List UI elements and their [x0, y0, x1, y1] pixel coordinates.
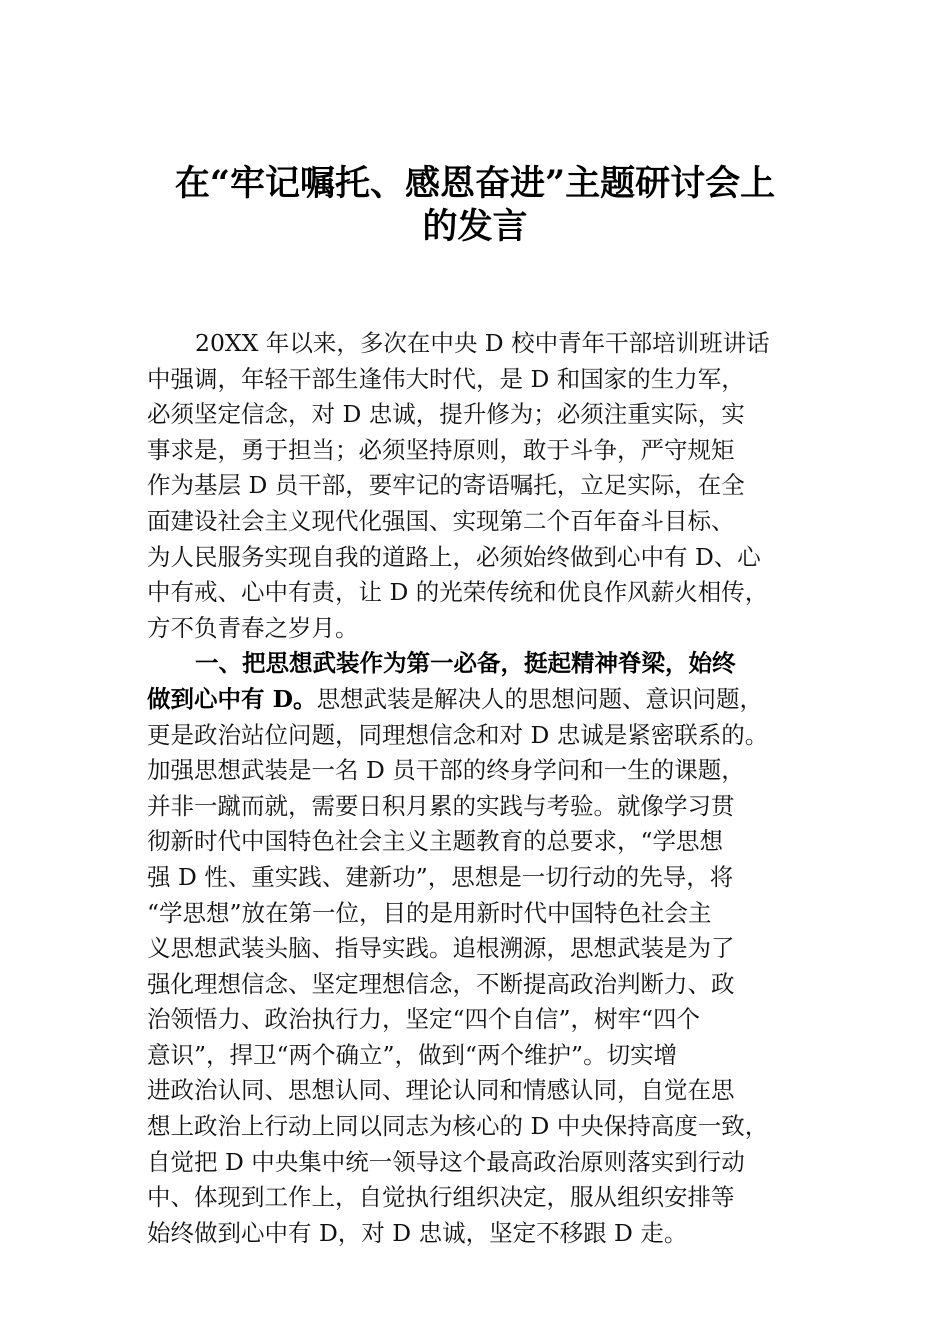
document-title-line-1: 在“牢记嘱托、感恩奋进”主题研讨会上	[174, 163, 776, 204]
paragraph-line: 彻新时代中国特色社会主义主题教育的总要求，“学思想	[147, 827, 724, 856]
paragraph-line: 强 D 性、重实践、建新功”，思想是一切行动的先导，将	[147, 862, 734, 891]
paragraph-line: 强化理想信念、坚定理想信念，不断提高政治判断力、政	[147, 969, 735, 998]
document-title-line-2: 的发言	[422, 206, 528, 247]
paragraph-line: 意识”，捍卫“两个确立”，做到“两个维护”。切实增	[147, 1040, 678, 1069]
paragraph-line: 必须坚定信念，对 D 忠诚，提升修为；必须注重实际，实	[147, 400, 745, 429]
paragraph-line: 并非一蹴而就，需要日积月累的实践与考验。就像学习贯	[147, 791, 735, 820]
paragraph-line: 中有戒、心中有责，让 D 的光荣传统和优良作风薪火相传，	[147, 578, 769, 607]
paragraph-line	[147, 682, 822, 718]
paragraph-line: 进政治认同、思想认同、理论认同和情感认同，自觉在思	[147, 1076, 735, 1105]
section-1-text: 思想武装是解决人的思想问题、意识问题，	[316, 684, 764, 713]
paragraph-line: 20XX 年以来，多次在中央 D 校中青年干部培训班讲话	[195, 329, 770, 357]
section-1-paragraph	[147, 646, 822, 1251]
section-1-heading-end: 做到心中有 D。	[147, 684, 317, 713]
paragraph-line: 想上政治上行动上同以同志为核心的 D 中央保持高度一致，	[147, 1112, 769, 1141]
paragraph-line: 始终做到心中有 D，对 D 忠诚，坚定不移跟 D 走。	[147, 1218, 688, 1247]
paragraph-line: 作为基层 D 员干部，要牢记的寄语嘱托，立足实际，在全	[147, 471, 745, 500]
paragraph-line: 中、体现到工作上，自觉执行组织决定，服从组织安排等	[147, 1183, 735, 1212]
paragraph-line: 中强调，年轻干部生逢伟大时代，是 D 和国家的生力军，	[147, 364, 745, 393]
paragraph-line: 事求是，勇于担当；必须坚持原则，敢于斗争，严守规矩	[147, 435, 735, 464]
paragraph-line: 面建设社会主义现代化强国、实现第二个百年奋斗目标、	[147, 506, 735, 535]
paragraph-line: 加强思想武装是一名 D 员干部的终身学问和一生的课题，	[147, 756, 745, 785]
paragraph-line: 自觉把 D 中央集中统一领导这个最高政治原则落实到行动	[147, 1147, 745, 1176]
paragraph-line: 为人民服务实现自我的道路上，必须始终做到心中有 D、心	[147, 542, 761, 571]
section-1-heading: 一、把思想武装作为第一必备，挺起精神脊梁，始终	[195, 649, 736, 678]
paragraph-line: 更是政治站位问题，同理想信念和对 D 忠诚是紧密联系的。	[147, 720, 769, 749]
paragraph-line: 治领悟力、政治执行力，坚定“四个自信”，树牢“四个	[147, 1005, 701, 1034]
intro-paragraph	[147, 326, 822, 646]
paragraph-line: “学思想”放在第一位，目的是用新时代中国特色社会主	[147, 898, 712, 927]
paragraph-line: 方不负青春之岁月。	[147, 613, 359, 642]
document-body	[147, 326, 822, 1251]
paragraph-line: 义思想武装头脑、指导实践。追根溯源，思想武装是为了	[147, 934, 735, 963]
